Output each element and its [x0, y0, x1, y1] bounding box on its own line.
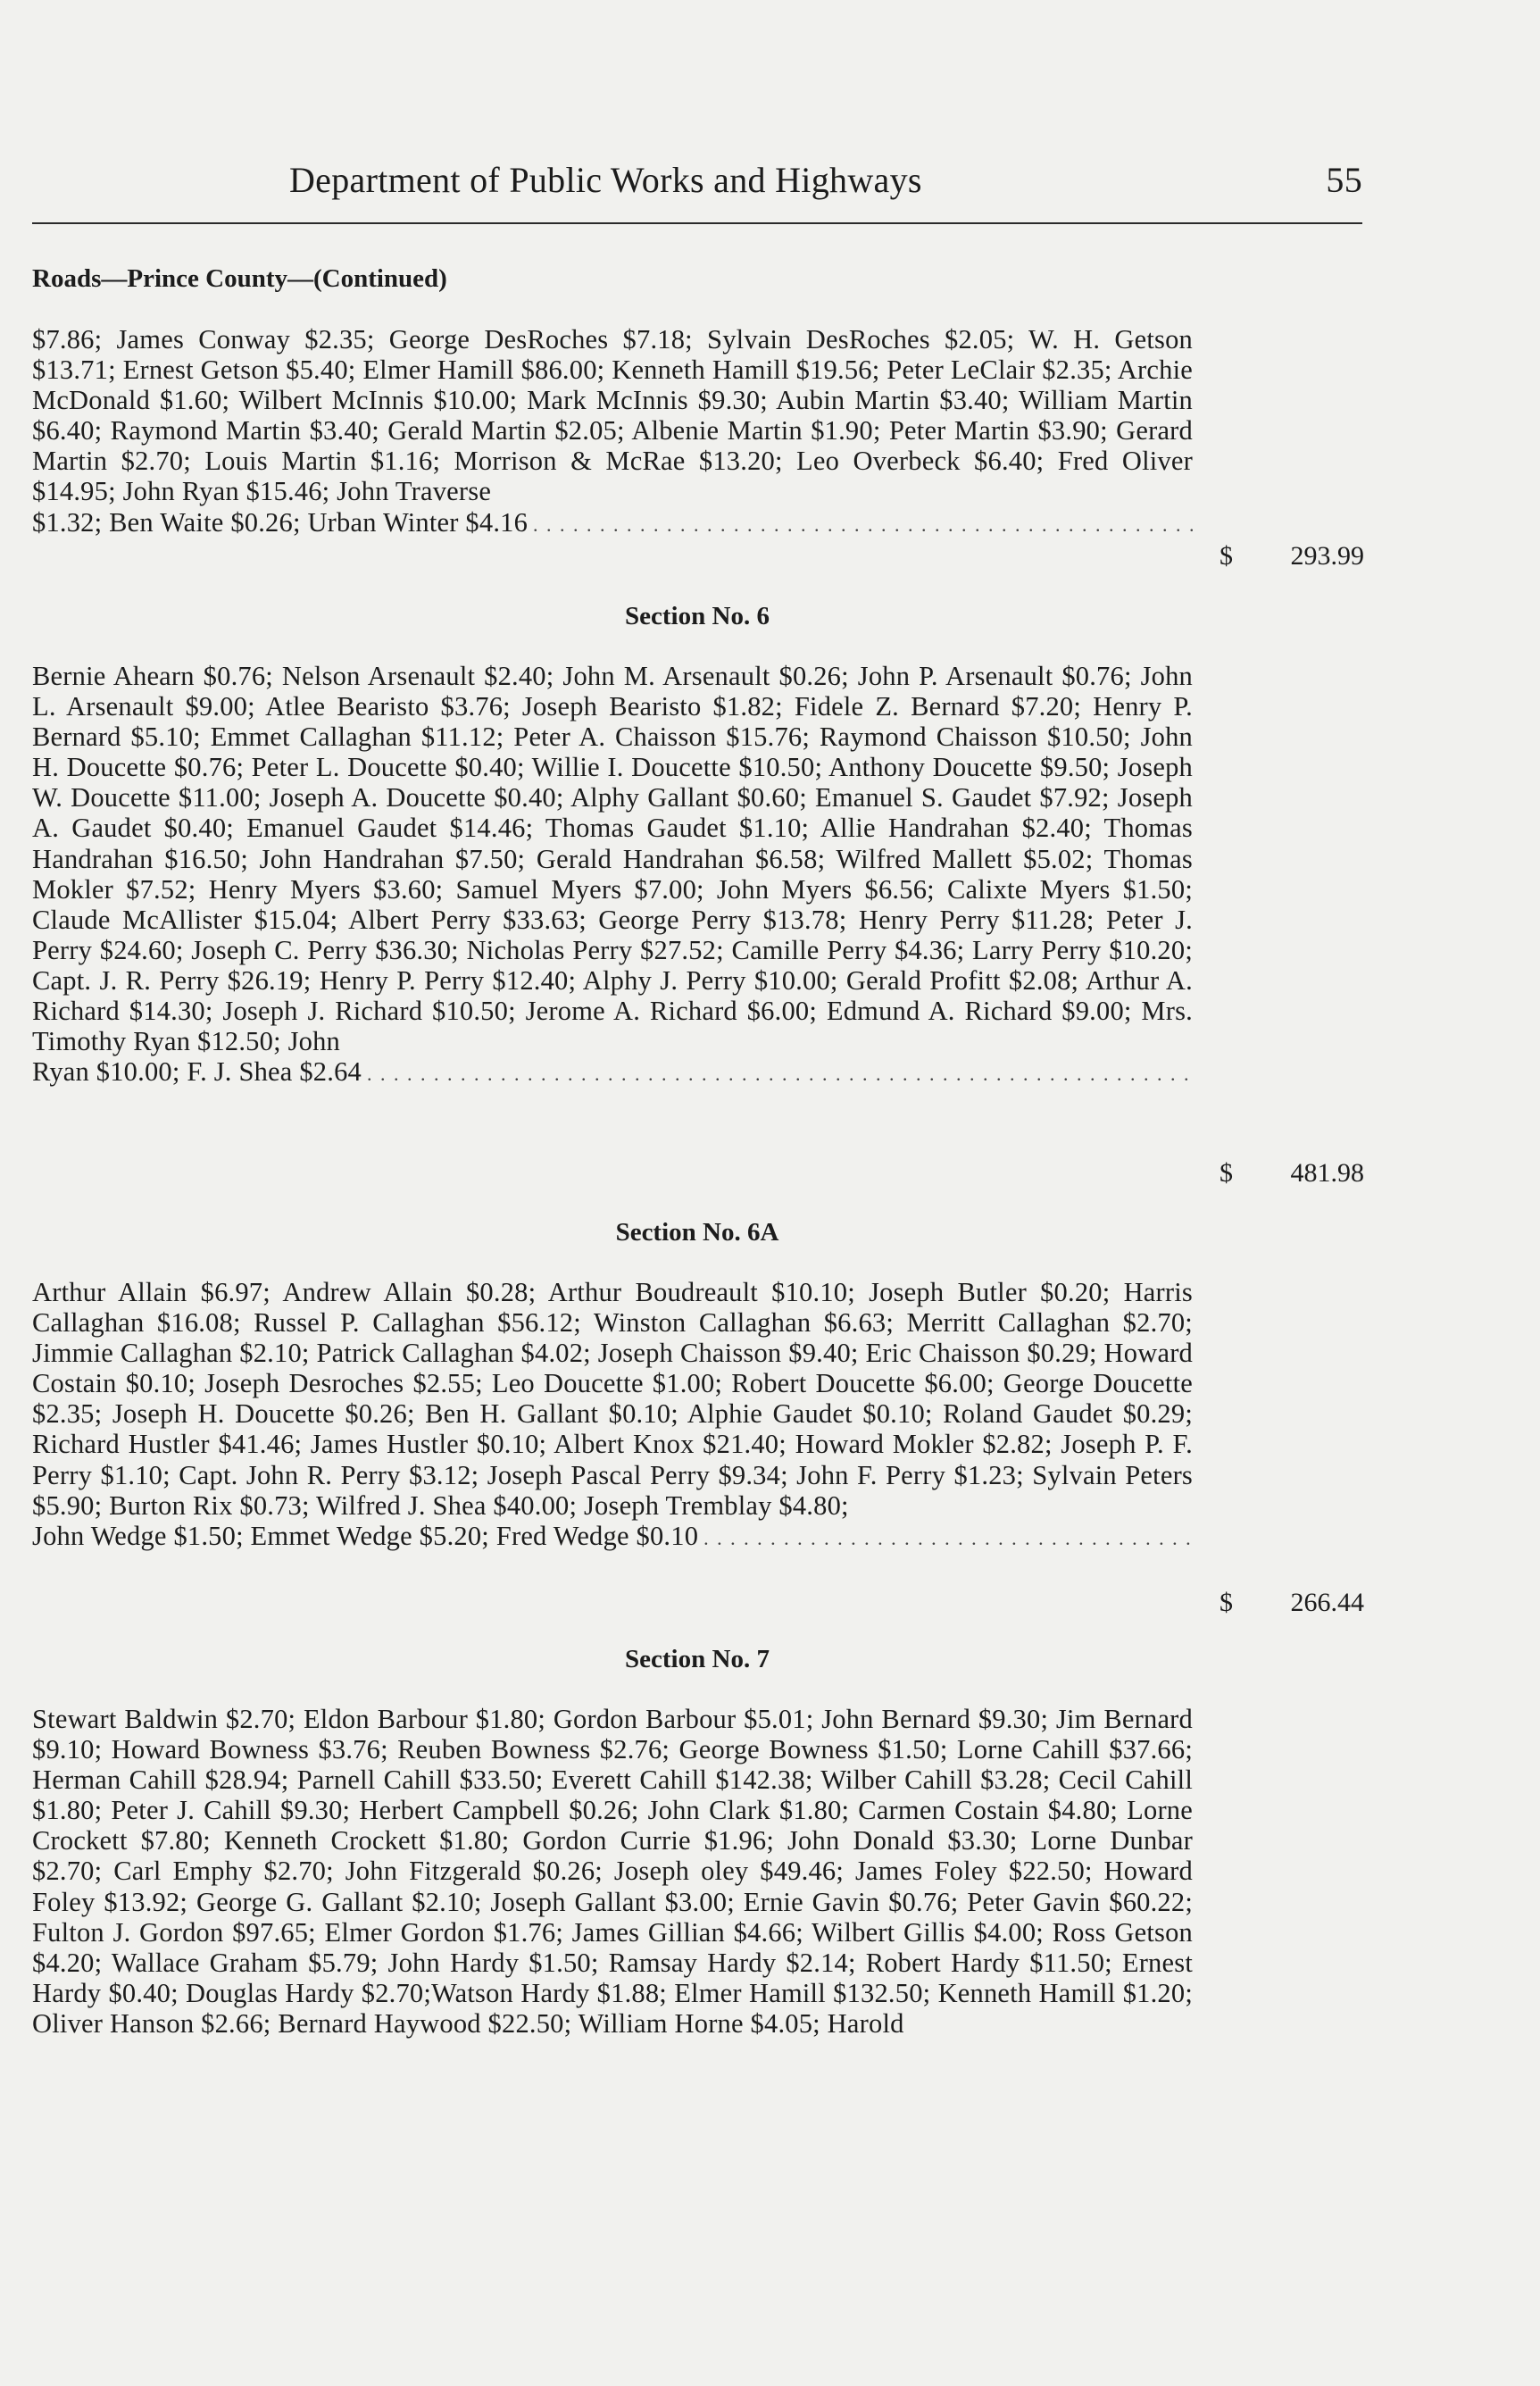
paragraph-section-7	[32, 1704, 1193, 2039]
dot-leader	[533, 510, 1193, 540]
running-head: Roads—Prince County—(Continued)	[32, 264, 447, 293]
section-total	[1220, 1588, 1364, 1620]
total-amount: 293.99	[1290, 541, 1364, 571]
section-heading: Section No. 7	[625, 1645, 770, 1673]
last-line-text: John Wedge $1.50; Emmet Wedge $5.20; Fred Wedge $0.10	[32, 1520, 699, 1551]
paragraph-last-line	[32, 1056, 1193, 1089]
paragraph-body: Stewart Baldwin $2.70; Eldon Barbour $1.80; Gordon Barbour $5.01; John Bernard $9.30; Jim Bernard $9.10; Howard Bowness $3.76; Reuben Bowness $2.76; George Bowness $1.50; Lorne Cahill $37.66; Herman Cahill $28.94; Parnell Cahill $33.50; Everett Cahill $142.38; Wilber Cahill $3.28; Cecil Cahill $1.80; Peter J. Cahill $9.30; Herbert Campbell $0.26; John Clark $1.80; Carmen Costain $4.80; Lorne Crockett $7.80; Kenneth Crockett $1.80; Gordon Currie $1.96; John Donald $3.30; Lorne Dunbar $2.70; Carl Emphy $2.70; John Fitzgerald $0.26; Joseph oley $49.46; James Foley $22.50; Howard Foley $13.92; George G. Gallant $2.10; Joseph Gallant $3.00; Ernie Gavin $0.76; Peter Gavin $60.22; Fulton J. Gordon $97.65; Elmer Gordon $1.76; James Gillian $4.66; Wilbert Gillis $4.00; Ross Getson $4.20; Wallace Graham $5.79; John Hardy $1.50; Ramsay Hardy $2.14; Robert Hardy $11.50; Ernest Hardy $0.40; Douglas Hardy $2.70;Watson Hardy $1.88; Elmer Hamill $132.50; Kenneth Hamill $1.20; Oliver Hanson $2.66; Bernard Haywood $22.50; William Horne $4.05; Harold	[32, 1704, 1193, 2039]
paragraph-continued	[32, 324, 1193, 540]
dot-leader	[367, 1059, 1193, 1089]
dot-leader	[703, 1523, 1193, 1554]
section-total	[1220, 541, 1364, 573]
paragraph-body: $7.86; James Conway $2.35; George DesRoches $7.18; Sylvain DesRoches $2.05; W. H. Getson $13.71; Ernest Getson $5.40; Elmer Hamill $86.00; Kenneth Hamill $19.56; Peter LeClair $2.35; Archie McDonald $1.60; Wilbert McInnis $10.00; Mark McInnis $9.30; Aubin Martin $3.40; William Martin $6.40; Raymond Martin $3.40; Gerald Martin $2.05; Albenie Martin $1.90; Peter Martin $3.90; Gerard Martin $2.70; Louis Martin $1.16; Morrison & McRae $13.20; Leo Overbeck $6.40; Fred Oliver $14.95; John Ryan $15.46; John Traverse	[32, 324, 1193, 507]
paragraph-body: Arthur Allain $6.97; Andrew Allain $0.28; Arthur Boudreault $10.10; Joseph Butler $0.20; Harris Callaghan $16.08; Russel P. Callaghan $56.12; Winston Callaghan $6.63; Merritt Callaghan $2.70; Jimmie Callaghan $2.10; Patrick Callaghan $4.02; Joseph Chaisson $9.40; Eric Chaisson $0.29; Howard Costain $0.10; Joseph Desroches $2.55; Leo Doucette $1.00; Robert Doucette $6.00; George Doucette $2.35; Joseph H. Doucette $0.26; Ben H. Gallant $0.10; Alphie Gaudet $0.10; Roland Gaudet $0.29; Richard Hustler $41.46; James Hustler $0.10; Albert Knox $21.40; Howard Mokler $2.82; Joseph P. F. Perry $1.10; Capt. John R. Perry $3.12; Joseph Pascal Perry $9.34; John F. Perry $1.23; Sylvain Peters $5.90; Burton Rix $0.73; Wilfred J. Shea $40.00; Joseph Tremblay $4.80;	[32, 1277, 1193, 1521]
page-title: Department of Public Works and Highways	[289, 160, 922, 200]
currency-sign: $	[1220, 1588, 1233, 1617]
header-rule	[32, 222, 1362, 224]
paragraph-last-line	[32, 1521, 1193, 1554]
currency-sign: $	[1220, 1158, 1233, 1188]
total-amount: 266.44	[1290, 1588, 1364, 1617]
total-amount: 481.98	[1290, 1158, 1364, 1188]
last-line-text: $1.32; Ben Waite $0.26; Urban Winter $4.16	[32, 506, 529, 538]
section-total	[1220, 1158, 1364, 1190]
page-number: 55	[1326, 160, 1362, 200]
paragraph-section-6a	[32, 1277, 1193, 1554]
paragraph-last-line	[32, 507, 1193, 540]
currency-sign: $	[1220, 541, 1233, 571]
section-heading: Section No. 6	[625, 602, 770, 630]
paragraph-section-6	[32, 661, 1193, 1089]
section-heading: Section No. 6A	[615, 1218, 779, 1247]
last-line-text: Ryan $10.00; F. J. Shea $2.64	[32, 1056, 362, 1088]
paragraph-body: Bernie Ahearn $0.76; Nelson Arsenault $2.40; John M. Arsenault $0.26; John P. Arsenault $0.76; John L. Arsenault $9.00; Atlee Bearisto $3.76; Joseph Bearisto $1.82; Fidele Z. Bernard $7.20; Henry P. Bernard $5.10; Emmet Callaghan $11.12; Peter A. Chaisson $15.76; Raymond Chaisson $10.50; John H. Doucette $0.76; Peter L. Doucette $0.40; Willie I. Doucette $10.50; Anthony Doucette $9.50; Joseph W. Doucette $11.00; Joseph A. Doucette $0.40; Alphy Gallant $0.60; Emanuel S. Gaudet $7.92; Joseph A. Gaudet $0.40; Emanuel Gaudet $14.46; Thomas Gaudet $1.10; Allie Handrahan $2.40; Thomas Handrahan $16.50; John Handrahan $7.50; Gerald Handrahan $6.58; Wilfred Mallett $5.02; Thomas Mokler $7.52; Henry Myers $3.60; Samuel Myers $7.00; John Myers $6.56; Calixte Myers $1.50; Claude McAllister $15.04; Albert Perry $33.63; George Perry $13.78; Henry Perry $11.28; Peter J. Perry $24.60; Joseph C. Perry $36.30; Nicholas Perry $27.52; Camille Perry $4.36; Larry Perry $10.20; Capt. J. R. Perry $26.19; Henry P. Perry $12.40; Alphy J. Perry $10.00; Gerald Profitt $2.08; Arthur A. Richard $14.30; Joseph J. Richard $10.50; Jerome A. Richard $6.00; Edmund A. Richard $9.00; Mrs. Timothy Ryan $12.50; John	[32, 661, 1193, 1057]
page-header	[32, 159, 1362, 213]
